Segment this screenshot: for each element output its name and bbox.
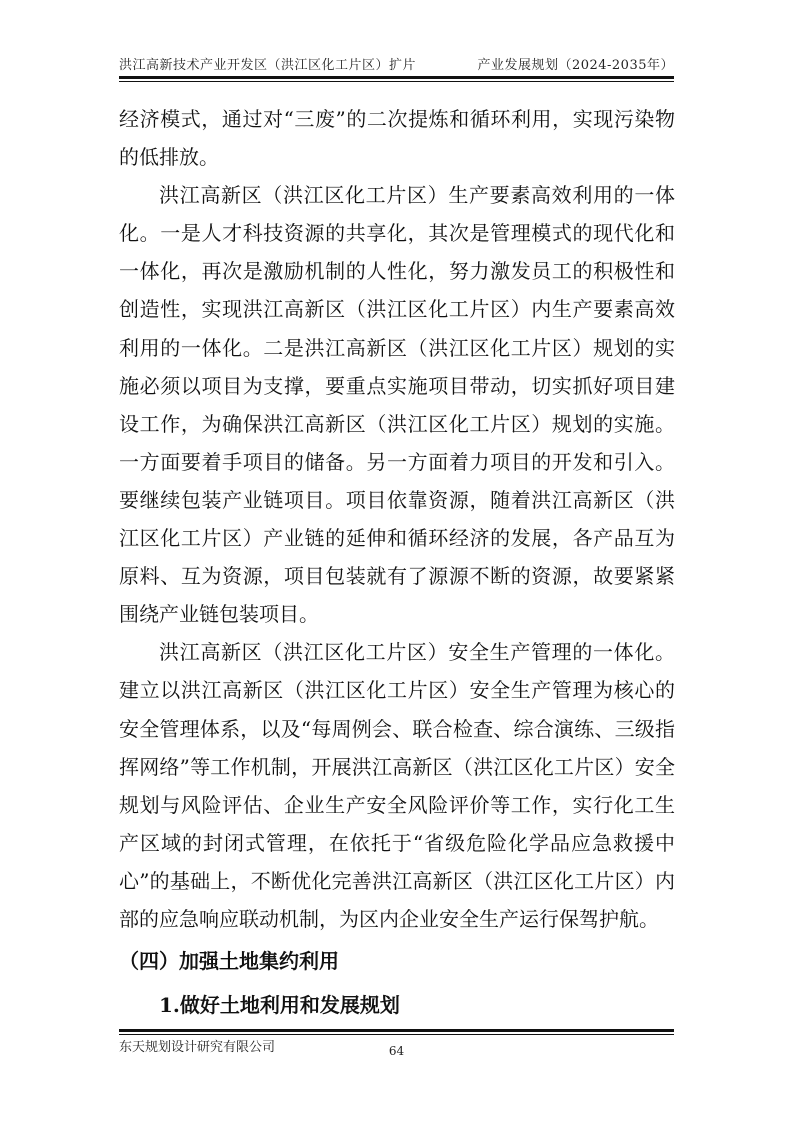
header-rule-thick xyxy=(119,76,674,79)
paragraph-production-factors: 洪江高新区（洪江区化工片区）生产要素高效利用的一体化。一是人才科技资源的共享化，其次是管理模式的现代化和一体化，再次是激励机制的人性化，努力激发员工的积极性和创造性，实现洪江高新区（洪江区化工片区）内生产要素高效利用的一体化。二是洪江高新区（洪江区化工片区）规划的实施必须以项目为支撑，要重点实施项目带动，切实抓好项目建设工作，为确保洪江高新区（洪江区化工片区）规划的实施。一方面要着手项目的储备。另一方面着力项目的开发和引入。要继续包装产业链项目。项目依靠资源，随着洪江高新区（洪江区化工片区）产业链的延伸和循环经济的发展，各产品互为原料、互为资源，项目包装就有了源源不断的资源，故要紧紧围绕产业链包装项目。 xyxy=(119,183,675,627)
header-left-title: 洪江高新技术产业开发区（洪江区化工片区）扩片 xyxy=(119,58,417,73)
section-heading: （四）加强土地集约利用 xyxy=(119,949,339,974)
header-right-title: 产业发展规划（2024-2035年） xyxy=(477,58,674,73)
subsection-heading: 1.做好土地利用和发展规划 xyxy=(159,993,400,1018)
document-body xyxy=(119,100,675,1024)
page-number: 64 xyxy=(388,1044,405,1058)
footer-rule-thick xyxy=(119,1029,674,1032)
footer-rule-thin xyxy=(119,1034,674,1035)
paragraph-safety-management: 洪江高新区（洪江区化工片区）安全生产管理的一体化。建立以洪江高新区（洪江区化工片区）安全生产管理为核心的安全管理体系，以及“每周例会、联合检查、综合演练、三级指挥网络”等工作机制，开展洪江高新区（洪江区化工片区）安全规划与风险评估、企业生产安全风险评价等工作，实行化工生产区域的封闭式管理，在依托于“省级危险化学品应急救援中心”的基础上，不断优化完善洪江高新区（洪江区化工片区）内部的应急响应联动机制，为区内企业安全生产运行保驾护航。 xyxy=(119,640,675,931)
paragraph-continuation: 经济模式，通过对“三废”的二次提炼和循环利用，实现污染物的低排放。 xyxy=(119,107,675,170)
footer-company: 东天规划设计研究有限公司 xyxy=(119,1040,276,1055)
page-header xyxy=(119,48,674,74)
header-rule-thin xyxy=(119,81,674,82)
